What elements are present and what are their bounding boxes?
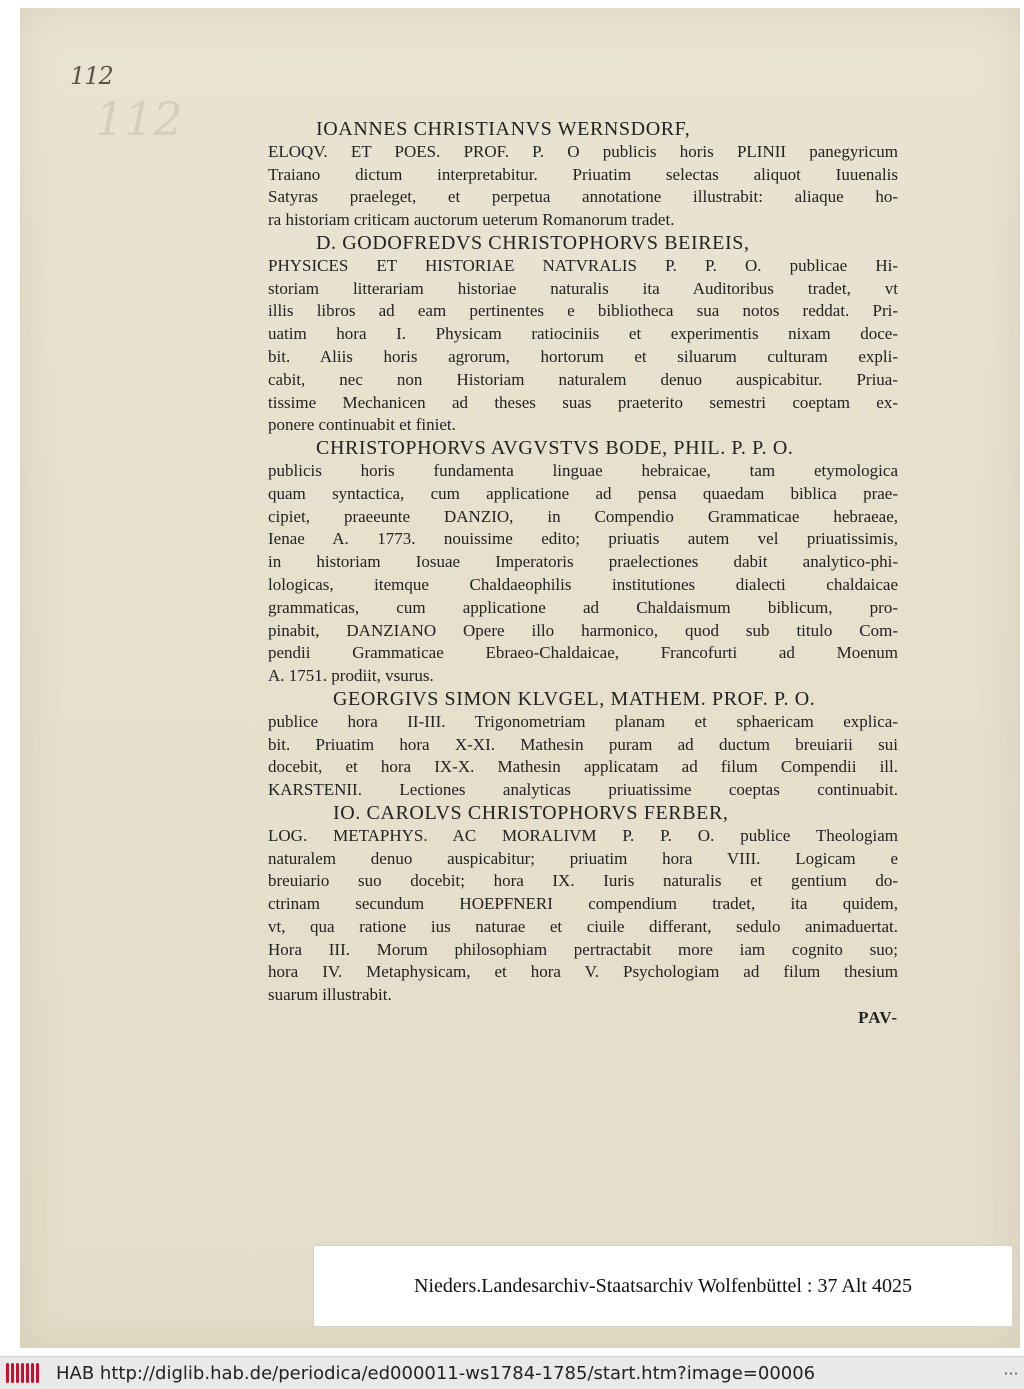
text-line: ra historiam criticam auctorum ueterum Romanorum tradet. [268, 210, 675, 230]
page-url[interactable]: HAB http://diglib.hab.de/periodica/ed000011-ws1784-1785/start.htm?image=00006 [56, 1362, 816, 1384]
text-line: PHYSICES ET HISTORIAE NATVRALIS P. P. O. publicae Hi- [268, 255, 898, 275]
text-line: breuiario suo docebit; hora IX. Iuris naturalis et gentium do- [268, 871, 898, 891]
text-line: lologicas, itemque Chaldaeophilis institutiones dialecti chaldaicae [268, 574, 898, 594]
more-icon[interactable]: ··· [1003, 1363, 1019, 1383]
text-line: quam syntactica, cum applicatione ad pensa quaedam biblica prae- [268, 483, 898, 503]
text-line: vt, qua ratione ius naturae et ciuile differant, sedulo animaduertat. [268, 916, 898, 936]
text-line: docebit, et hora IX-X. Mathesin applicatam ad filum Compendii ill. [268, 757, 898, 777]
text-line: CHRISTOPHORVS AVGVSTVS BODE, PHIL. P. P. O. [316, 437, 794, 460]
text-line: pinabit, DANZIANO Opere illo harmonico, quod sub titulo Com- [268, 620, 898, 640]
text-line: Traiano dictum interpretabitur. Priuatim selectas aliquot Iuuenalis [268, 164, 898, 184]
text-line: pendii Grammaticae Ebraeo-Chaldaicae, Francofurti ad Moenum [268, 643, 898, 663]
text-line: illis libros ad eam pertinentes e bibliotheca sua notos reddat. Pri- [268, 301, 898, 321]
text-line: naturalem denuo auspicabitur; priuatim hora VIII. Logicam e [268, 848, 898, 868]
text-line: bit. Priuatim hora X-XI. Mathesin puram ad ductum breuiarii sui [268, 734, 898, 754]
text-line: cipiet, praeeunte DANZIO, in Compendio Grammaticae hebraeae, [268, 506, 898, 526]
archive-label: Nieders.Landesarchiv-Staatsarchiv Wolfenbüttel : 37 Alt 4025 [313, 1245, 1013, 1327]
text-line: cabit, nec non Historiam naturalem denuo auspicabitur. Priua- [268, 369, 898, 389]
text-line: ponere continuabit et finiet. [268, 415, 456, 435]
text-line: IOANNES CHRISTIANVS WERNSDORF, [316, 118, 691, 140]
text-line: bit. Aliis horis agrorum, hortorum et siluarum culturam expli- [268, 346, 898, 366]
text-line: D. GODOFREDVS CHRISTOPHORVS BEIREIS, [316, 231, 750, 254]
status-bar [0, 1356, 1024, 1389]
text-line: ELOQV. ET POES. PROF. P. O publicis horis PLINII panegyricum [268, 141, 898, 161]
folio-number: 112 [70, 62, 113, 90]
text-line: in historiam Iosuae Imperatoris praelectiones dabit analytico-phi- [268, 552, 898, 572]
text-line: uatim hora I. Physicam ratiociniis et experimentis nixam doce- [268, 324, 898, 344]
text-line: suarum illustrabit. [268, 985, 392, 1005]
text-line: storiam litterariam historiae naturalis ita Auditoribus tradet, vt [268, 278, 898, 298]
text-line: GEORGIVS SIMON KLVGEL, MATHEM. PROF. P. O. [333, 687, 816, 710]
text-line: Ienae A. 1773. nouissime edito; priuatis autem vel priuatissimis, [268, 529, 898, 549]
text-line: hora IV. Metaphysicam, et hora V. Psychologiam ad filum thesium [268, 962, 898, 982]
text-line: tissime Mechanicen ad theses suas praeterito semestri coeptam ex- [268, 392, 898, 412]
text-line: LOG. METAPHYS. AC MORALIVM P. P. O. publice Theologiam [268, 825, 898, 845]
page-text [268, 118, 898, 1030]
hab-logo-icon[interactable] [6, 1362, 50, 1384]
text-line: Hora III. Morum philosophiam pertractabit more iam cognito suo; [268, 939, 898, 959]
text-line: IO. CAROLVS CHRISTOPHORVS FERBER, [333, 801, 729, 824]
text-line: Satyras praeleget, et perpetua annotatione illustrabit: aliaque ho- [268, 187, 898, 207]
text-line: grammaticas, cum applicatione ad Chaldaismum biblicum, pro- [268, 597, 898, 617]
catchword: PAV- [858, 1008, 898, 1028]
folio-ghost: 112 [95, 92, 183, 146]
text-line: publicis horis fundamenta linguae hebraicae, tam etymologica [268, 460, 898, 480]
text-line: publice hora II-III. Trigonometriam planam et sphaericam explica- [268, 711, 898, 731]
text-line: KARSTENII. Lectiones analyticas priuatissime coeptas continuabit. [268, 780, 898, 800]
text-line: ctrinam secundum HOEPFNERI compendium tradet, ita quidem, [268, 894, 898, 914]
text-line: A. 1751. prodiit, vsurus. [268, 666, 434, 686]
